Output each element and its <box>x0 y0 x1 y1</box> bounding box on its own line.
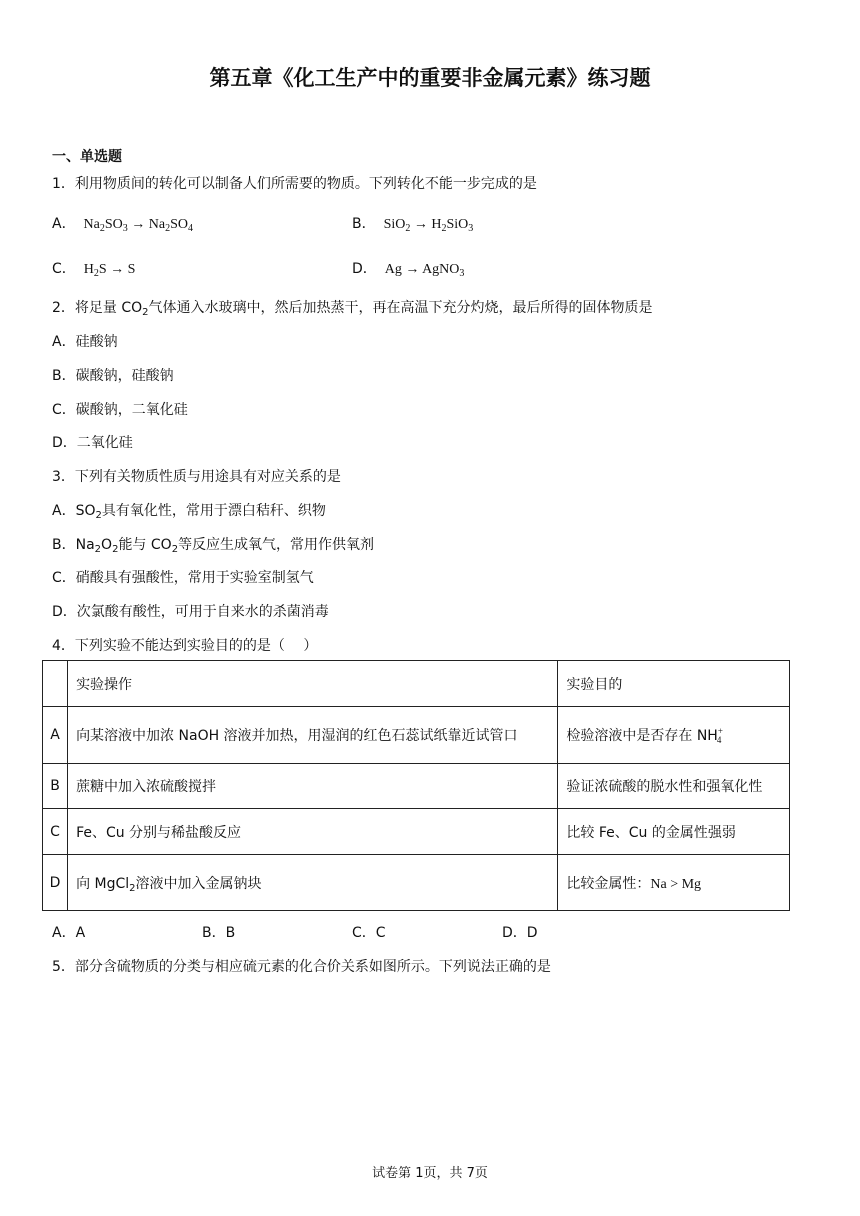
q4-stem: 4．下列实验不能达到实验目的的是（ ） <box>52 638 318 654</box>
q2-option-a: A．硅酸钠 <box>52 334 118 350</box>
q1-option-d <box>352 258 464 278</box>
row-goal <box>558 855 790 911</box>
q3-option-a: A．$SO_2$具有氧化性，常用于漂白秸秆、织物 <box>52 503 326 521</box>
q1-option-a <box>52 213 193 233</box>
q1-option-b-label: B． <box>352 216 376 232</box>
q2-stem-pre: 2．将足量 CO <box>52 300 143 316</box>
row-op-pre: 向 MgCl <box>76 875 130 892</box>
q1-option-c-label: C． <box>52 261 76 277</box>
table-header-blank <box>43 661 68 707</box>
q1-option-d-formula: Ag → AgNO$_3$ <box>381 262 465 279</box>
table-row <box>43 809 790 855</box>
table-row <box>43 855 790 911</box>
experiment-table <box>42 660 790 911</box>
row-op-post: 溶液中加入金属钠块 <box>135 875 262 892</box>
row-goal: 验证浓硫酸的脱水性和强氧化性 <box>558 764 790 809</box>
q2-option-b: B．碳酸钠，硅酸钠 <box>52 368 174 384</box>
ammonium-charge: +$_4$ <box>716 726 723 745</box>
page-footer: 试卷第 1页，共 7页 <box>372 1166 488 1181</box>
row-goal-text: 检验溶液中是否存在 NH <box>566 728 718 744</box>
q2-stem: 2．将足量 $CO_2$气体通入水玻璃中，然后加热蒸干，再在高温下充分灼烧，最后所得的固体物质是 <box>52 300 653 318</box>
q3-option-b: B．$Na_2O_2$能与 $CO_2$等反应生成氧气，常用作供氧剂 <box>52 537 375 555</box>
row-goal: 比较 Fe、Cu 的金属性强弱 <box>558 809 790 855</box>
q3-option-c: C．硝酸具有强酸性，常用于实验室制氢气 <box>52 570 314 586</box>
q2-option-c: C．碳酸钠，二氧化硅 <box>52 402 188 418</box>
table-header-row <box>43 661 790 707</box>
table-row <box>43 707 790 764</box>
q1-option-d-label: D． <box>352 261 377 277</box>
q2-stem-post: 气体通入水玻璃中，然后加热蒸干，再在高温下充分灼烧，最后所得的固体物质是 <box>148 300 653 316</box>
table-row <box>43 764 790 809</box>
section-heading: 一、单选题 <box>52 149 122 165</box>
q3-stem: 3．下列有关物质性质与用途具有对应关系的是 <box>52 469 341 485</box>
q1-option-b-formula: $SiO_2 \to H_2SiO_3$ <box>380 217 474 234</box>
row-goal <box>558 707 790 764</box>
page-title: 第五章《化工生产中的重要非金属元素》练习题 <box>209 66 651 90</box>
table-header-operation: 实验操作 <box>68 661 558 707</box>
q1-option-b <box>352 213 473 233</box>
row-goal-formula: Na > Mg <box>650 876 702 892</box>
row-operation: 向 MgCl$_2$溶液中加入金属钠块 <box>68 855 558 911</box>
q5-stem: 5．部分含硫物质的分类与相应硫元素的化合价关系如图所示。下列说法正确的是 <box>52 959 551 975</box>
q1-option-a-label: A． <box>52 216 76 232</box>
table-header-goal: 实验目的 <box>558 661 790 707</box>
q4-answer-a: A．A <box>52 925 86 941</box>
q1-option-a-formula: $Na_2SO_3 \to Na_2SO_4$ <box>80 217 193 234</box>
q3-b-mid2: 能与 CO <box>118 537 172 553</box>
row-operation: Fe、Cu 分别与稀盐酸反应 <box>68 809 558 855</box>
q3-option-d: D．次氯酸有酸性，可用于自来水的杀菌消毒 <box>52 604 329 620</box>
q3-b-mid1: O <box>101 537 113 553</box>
row-goal-text: 比较金属性： <box>566 875 651 892</box>
q1-option-c <box>52 258 135 278</box>
q3-a-pre: A．SO <box>52 503 96 519</box>
row-label: D <box>43 855 68 911</box>
q3-b-post: 等反应生成氧气，常用作供氧剂 <box>178 537 375 553</box>
q4-answer-d: D．D <box>502 925 538 941</box>
row-label: A <box>43 707 68 764</box>
q3-b-pre: B．Na <box>52 537 95 553</box>
q1-stem: 1．利用物质间的转化可以制备人们所需要的物质。下列转化不能一步完成的是 <box>52 176 537 192</box>
row-label: C <box>43 809 68 855</box>
q4-answer-b: B．B <box>202 925 236 941</box>
q2-option-d: D．二氧化硅 <box>52 435 133 451</box>
q4-answer-c: C．C <box>352 925 386 941</box>
q3-a-post: 具有氧化性，常用于漂白秸秆、织物 <box>101 503 326 519</box>
row-operation: 向某溶液中加浓 NaOH 溶液并加热，用湿润的红色石蕊试纸靠近试管口 <box>68 707 558 764</box>
q1-option-c-formula: $H_2S \to S$ <box>80 262 136 279</box>
row-operation: 蔗糖中加入浓硫酸搅拌 <box>68 764 558 809</box>
row-label: B <box>43 764 68 809</box>
